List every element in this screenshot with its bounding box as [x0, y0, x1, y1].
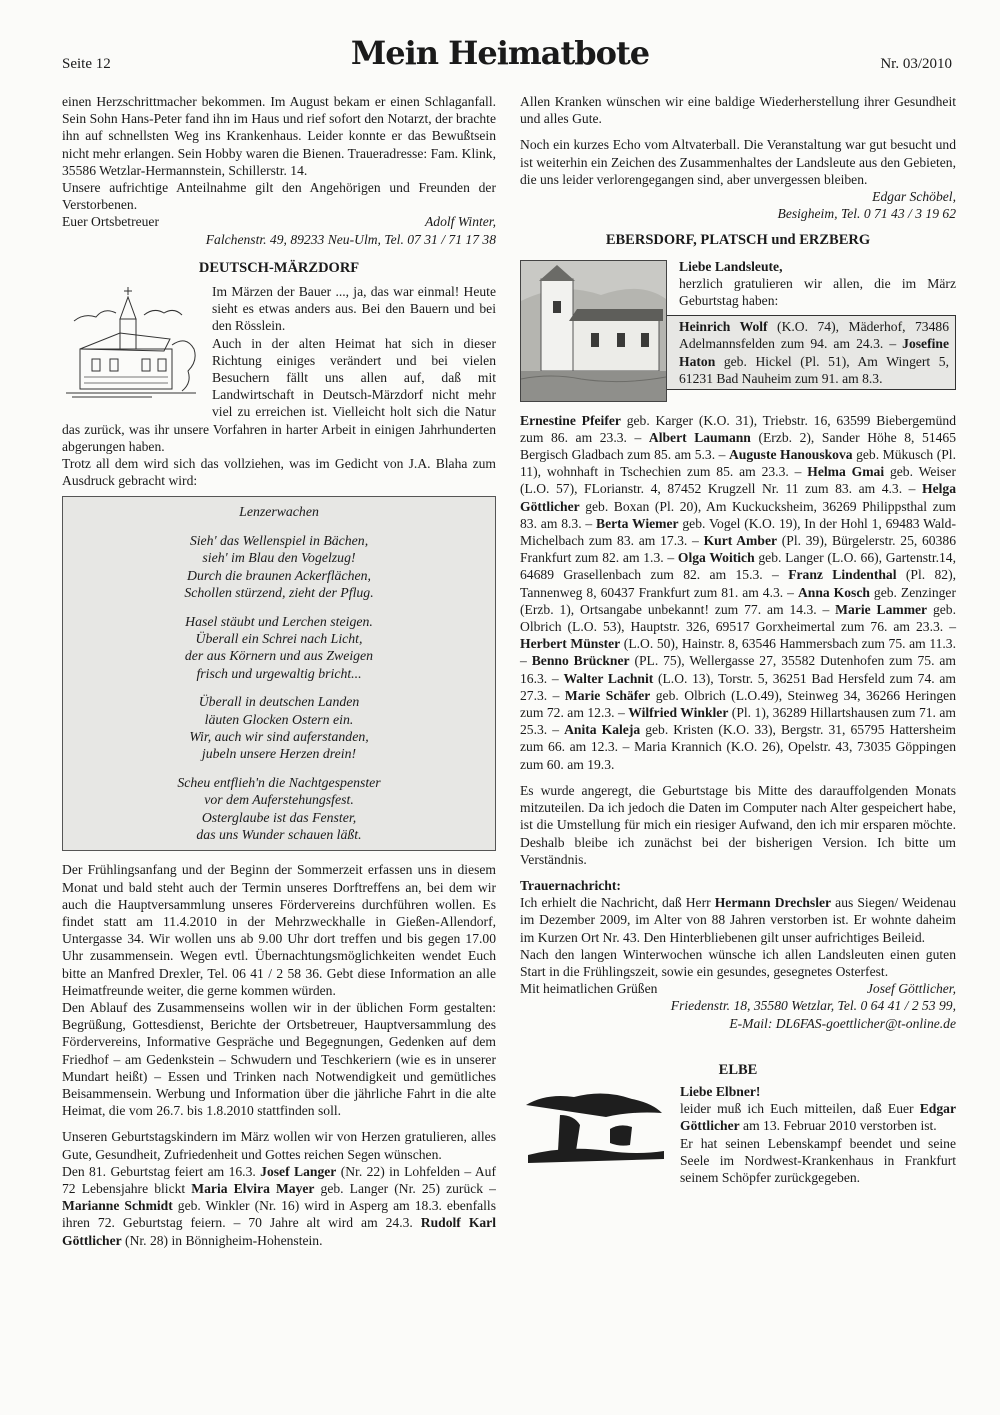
greeting-text: herzlich gratulieren wir allen, die im März Geburtstag haben:	[679, 275, 956, 309]
person-name: Olga Woitich	[677, 550, 755, 566]
poem-line: Sieh' das Wellenspiel in Bächen,	[189, 532, 369, 548]
text-run: geb. Langer (Nr. 25) zurück –	[314, 1181, 496, 1197]
poem-line: Osterglaube ist das Fenster,	[201, 809, 357, 825]
text-run: (K.O. 74), Mäderhof, 73486 Adelmannsfelden zum 94. am 24.3. –	[679, 319, 949, 352]
poem-title: Lenzerwachen	[239, 504, 319, 520]
text-run: geb. Hickel (Pl. 51), Am Wingert 5, 61231 Bad Nauheim zum 91. am 8.3.	[679, 353, 949, 386]
text-run: (Pl. 82), Tannenweg 8, 60437 Frankfurt zum 81. am 4.3. –	[520, 567, 957, 600]
person-name: Anna Kosch	[797, 584, 870, 600]
birthday-intro: Unseren Geburtstagskindern im März wollen wir von Herzen gratulieren, alles Gute, Gesundheit, Zufriedenheit und Gottes reichen Segen wünschen.	[62, 1129, 496, 1162]
signature-name: Adolf Winter,	[425, 214, 496, 230]
poem-line: Wir, auch wir sind auferstanden,	[189, 728, 369, 744]
issue-number: Nr. 03/2010	[880, 56, 952, 72]
poem-stanza	[63, 613, 495, 683]
text-run: geb. Winkler (Nr. 16) wird in Asperg am 18.3. ebenfalls ihren 72. Geburtstag feiern. – 70 Jahre alt wird am 24.3.	[62, 1198, 497, 1231]
text-run: (Erzb. 2), Sander Höhe 8, 51465 Bergisch Gladbach zum 85. am 5.3. –	[520, 429, 957, 463]
text-run: (L.O. 13), Torstr. 5, 36251 Bad Hersfeld zum 74. am 27.3. –	[520, 670, 956, 703]
person-name: Albert Laumann	[648, 429, 751, 445]
poem-box	[62, 496, 496, 851]
text-run: am 13. Februar 2010 verstorben ist.	[739, 1118, 937, 1134]
person-name: Hermann Drechsler	[714, 895, 832, 911]
text-run: geb. Vogel (K.O. 19), In der Hohl 1, 69483 Wald-Michelbach zum 83. am 17.3. –	[520, 515, 956, 549]
mourning-title: Trauernachricht:	[520, 877, 621, 893]
signature-name: Josef Göttlicher,	[866, 981, 956, 997]
person-name: Berta Wiemer	[596, 515, 679, 531]
maerzdorf-paragraph-1: Im Märzen der Bauer ..., ja, das war einmal! Heute sieht es etwas anders aus. Bei den Bauern und bei den Rösslein.	[212, 284, 496, 334]
poem-stanza	[63, 532, 495, 602]
right-column	[520, 93, 956, 1186]
text-run: Den 81. Geburtstag feiert am 16.3.	[62, 1163, 261, 1179]
section-title-elbe: ELBE	[718, 1061, 758, 1078]
text-run: (Nr. 22) in Lohfelden – Auf 72 Lebensjahre blickt	[62, 1163, 496, 1197]
person-name: Anita Kaleja	[564, 722, 641, 738]
text-run: geb. Karger (K.O. 31), Triebstr. 16, 63599 Biebergemünd zum 86. am 23.3. –	[520, 412, 956, 445]
poem-stanza	[63, 774, 495, 844]
poem-stanza	[63, 693, 495, 763]
person-name: Edgar Göttlicher	[680, 1101, 956, 1134]
wishes-paragraph: Allen Kranken wünschen wir eine baldige Wiederherstellung ihrer Gesundheit und alles Gute.	[520, 94, 956, 127]
person-name: Maria Elvira Mayer	[191, 1181, 315, 1197]
text-run: leider muß ich Euch mitteilen, daß Euer	[680, 1101, 920, 1117]
maerzdorf-paragraph-2: Auch in der alten Heimat hat sich in dieser Richtung einiges verändert und bei vielen Besuchern fällt uns allen auf, daß mit Landwirtschaft in Deutsch-Märzdorf nicht mehr viel zu erreichen ist. Vielleicht holt sich die Natur das zurück, was ihr unsere Vorfahren in harter Arbeit in einigen Jahrhunderten abgerungen haben.	[62, 335, 496, 454]
regards-text: Mit heimatlichen Grüßen	[520, 981, 658, 997]
condolence-paragraph: Unsere aufrichtige Anteilnahme gilt den Angehörigen und Freunden der Verstorbenen.	[62, 180, 496, 213]
text-run: geb. Weiser (L.O. 57), FLorianstr. 4, 87452 Krugzell Nr. 11 zum 83. am 4.3. –	[520, 464, 956, 497]
elbe-paragraph-2: Er hat seinen Lebenskampf beendet und seine Seele im Nordwest-Krankenhaus in Frankfurt seinem Schöpfer zurückgegeben.	[680, 1135, 956, 1185]
signature-address: Friedenstr. 18, 35580 Wetzlar, Tel. 0 64 41 / 2 53 99,	[670, 998, 956, 1014]
text-run: geb. Olbrich (L.O. 53), Hauptstr. 326, 69517 Gorxheimertal zum 76. am 23.3. –	[520, 601, 956, 635]
person-name: Franz Lindenthal	[788, 567, 897, 583]
church-sketch-illustration	[62, 285, 202, 403]
signature-address: Falchenstr. 49, 89233 Neu-Ulm, Tel. 07 31 / 71 17 38	[205, 231, 496, 247]
poem-line: vor dem Auferstehungsfest.	[204, 792, 354, 808]
person-name: Helga Göttlicher	[520, 481, 956, 514]
person-name: Heinrich Wolf	[679, 319, 768, 335]
spring-paragraph: Nach den langen Winterwochen wünsche ich allen Landsleuten einen guten Start in die Frühlingszeit, sowie ein gesundes, gesegnetes Osterfest.	[520, 946, 956, 979]
rock-sketch-illustration	[520, 1085, 670, 1169]
left-column	[62, 93, 496, 1249]
person-name: Rudolf Karl Göttlicher	[62, 1215, 496, 1248]
text-run: geb. Zenzinger (Erzb. 1), Ortsangabe unbekannt! zum 77. am 14.3. –	[520, 584, 956, 617]
poem-line: Hasel stäubt und Lerchen steigen.	[185, 613, 373, 629]
section-title-deutsch-maerzdorf: DEUTSCH-MÄRZDORF	[198, 259, 360, 276]
text-run: geb. Kristen (K.O. 33), Bergstr. 31, 65795 Hattersheim zum 66. am 12.3. – Maria Krannich (K.O. 26), Opelstr. 43, 73035 Göppingen zum 60. am 19.3.	[520, 722, 956, 772]
text-run: geb. Boxan (Pl. 20), Am Kuckucksheim, 36269 Philippsthal zum 83. am 8.3. –	[520, 498, 956, 531]
signature-line	[62, 213, 496, 230]
person-name: Benno Brückner	[531, 653, 630, 669]
poem-line: das uns Wunder schauen läßt.	[196, 826, 362, 842]
ball-paragraph: Noch ein kurzes Echo vom Altvaterball. Die Veranstaltung war gut besucht und ist weiterhin ein Zeichen des Zusammenhaltes der Landsleute aus den Gebieten, die uns leider verlorengegangen sind, aber unvergessen bleiben.	[520, 137, 956, 187]
person-name: Josef Langer	[260, 1163, 337, 1179]
section-title-ebersdorf: EBERSDORF, PLATSCH und ERZBERG	[605, 232, 871, 249]
person-name: Wilfried Winkler	[628, 705, 729, 721]
elbe-greeting: Liebe Elbner!	[680, 1083, 761, 1099]
program-paragraph: Den Ablauf des Zusammenseins wollen wir in der üblichen Form gestalten: Begrüßung, Gottesdienst, Berichte der Ortsbetreuer, Hauptversammlung des Fördervereins, Informative Gespräche und Begegnungen, Gedenken auf dem Friedhof – am Gedenkstein – Schwudern und Teschkeriern (wie es in unserer Mundart heißt) – Essen und Trinken nach Notwendigkeit und gemütliches Beisammensein. Werbung und Information über die jährliche Fahrt in die alte Heimat, die vom 26.7. bis 1.8.2010 stattfinden soll.	[62, 1000, 496, 1119]
meeting-paragraph: Der Frühlingsanfang und der Beginn der Sommerzeit erfassen uns in diesem Monat und bald steht auch der Termin unseres Dorftreffens an, bei dem wir auch die Hauptversammlung unseres Fördervereins durchführen wollen. Es findet statt am 11.4.2010 in der Mehrzweckhalle in Gießen-Allendorf, Untergasse 34. Wir wollen uns ab 9.00 Uhr dort treffen und bis gegen 17.00 Uhr zusammensein. Wegen evtl. Übernachtungsmöglichkeiten wendet Euch bitte an Manfred Drexler, Tel. 06 41 / 2 58 36. Gebt diese Information an alle Heimatfreunde weiter, die gerne kommen würden.	[62, 862, 496, 998]
poem-line: Überall in deutschen Landen	[198, 694, 360, 710]
regards-line	[520, 980, 956, 997]
signature-email: E-Mail: DL6FAS-goettlicher@t-online.de	[729, 1015, 956, 1031]
poem-line: Scheu entflieh'n die Nachtgespenster	[177, 774, 381, 790]
poem-line: jubeln unsere Herzen drein!	[201, 746, 357, 762]
church-photo	[520, 260, 667, 402]
person-name: Marie Lammer	[835, 601, 928, 617]
person-name: Walter Lachnit	[563, 670, 654, 686]
text-run: (Pl. 39), Bürgelerstr. 25, 60386 Frankfurt zum 82. am 1.3. –	[520, 533, 956, 566]
text-run: (Pl. 1), 36289 Hillartshausen zum 71. am 25.3. –	[520, 705, 956, 738]
text-run: (PL. 75), Wellergasse 27, 35582 Dutenhofen zum 75. am 16.3. –	[520, 653, 956, 686]
person-name: Helma Gmai	[807, 464, 885, 480]
poem-line: sieh' im Blau den Vogelzug!	[202, 550, 356, 566]
person-name: Kurt Amber	[703, 533, 778, 549]
poem-line: Durch die braunen Ackerflächen,	[187, 567, 371, 583]
signature-address: Besigheim, Tel. 0 71 43 / 3 19 62	[777, 206, 956, 222]
church-photo-drawing	[521, 261, 666, 401]
person-name: Auguste Hanouskova	[728, 447, 853, 463]
text-run: geb. Mükusch (Pl. 11), wohnhaft in Tschechien zum 85. am 23.3. –	[520, 447, 956, 480]
text-run: geb. Langer (L.O. 66), Gartenstr.14, 64689 Grasellenbach zum 82. am 15.3. –	[520, 550, 956, 583]
text-run: aus Siegen/ Weidenau im Dezember 2009, im Alter von 88 Jahren verstorben ist. Er wohnte daheim im Kurzen Ort Nr. 43. Den Hinterbliebenen gilt unser aufrichtiges Beileid.	[520, 895, 956, 945]
mourning-paragraph	[520, 894, 956, 946]
signature-role: Euer Ortsbetreuer	[62, 214, 159, 230]
person-name: Ernestine Pfeifer	[520, 412, 621, 428]
birthday-paragraph	[62, 1163, 496, 1249]
greeting: Liebe Landsleute,	[679, 258, 783, 274]
poem-line: der aus Körnern und aus Zweigen	[184, 648, 374, 664]
masthead-title: Mein Heimatbote	[350, 34, 650, 72]
page-number: Seite 12	[62, 56, 111, 72]
poem-line: läuten Glocken Ostern ein.	[204, 711, 354, 727]
intro-paragraph: einen Herzschrittmacher bekommen. Im August bekam er einen Schlaganfall. Sein Sohn Hans-Peter fand ihn im Haus und rief sofort den Notarzt, der brachte ihn auf schnellsten Weg ins Krankenhaus. Leider konnte er das Bewußtsein nicht mehr erlangen. Sein Hobby waren die Bienen. Traueradresse: Fam. Klink, 35586 Wetzlar-Hermannstein, Schillerstr. 14.	[62, 94, 496, 178]
poem-line: Überall ein Schrei nach Licht,	[195, 630, 363, 646]
poem-line: Schollen stürzend, zieht der Pflug.	[184, 585, 374, 601]
poem-line: frisch und urgewaltig bricht...	[196, 665, 362, 681]
text-run: geb. Olbrich (L.O.49), Steinweg 34, 36266 Heringen zum 72. am 12.3. –	[520, 687, 957, 721]
text-run: (L.O. 50), Hainstr. 8, 63546 Hammersbach zum 75. am 11.3. –	[520, 636, 956, 669]
text-run: (Nr. 28) in Bönnigheim-Hohenstein.	[121, 1232, 323, 1248]
text-run: Ich erhielt die Nachricht, daß Herr	[520, 895, 715, 911]
person-name: Marie Schäfer	[564, 687, 651, 703]
person-name: Herbert Münster	[520, 636, 621, 652]
notice-paragraph: Es wurde angeregt, die Geburtstage bis Mitte des darauffolgenden Monats mitzuteilen. Da ich jedoch die Daten im Computer nach Alter gespeichert habe, ist die Umstellung für mich ein riesiger Aufwand, den ich mir ersparen möchte. Deshalb bleibe ich zunächst bei der bisherigen Version. Ich bitte um Verständnis.	[520, 782, 956, 867]
person-name: Josefine Haton	[679, 336, 949, 369]
maerzdorf-paragraph-3: Trotz all dem wird sich das vollziehen, was im Gedicht von J.A. Blaha zum Ausdruck gebracht wird:	[62, 456, 496, 489]
person-name: Marianne Schmidt	[62, 1198, 173, 1214]
birthday-list	[520, 412, 956, 773]
signature-name: Edgar Schöbel,	[872, 189, 956, 205]
